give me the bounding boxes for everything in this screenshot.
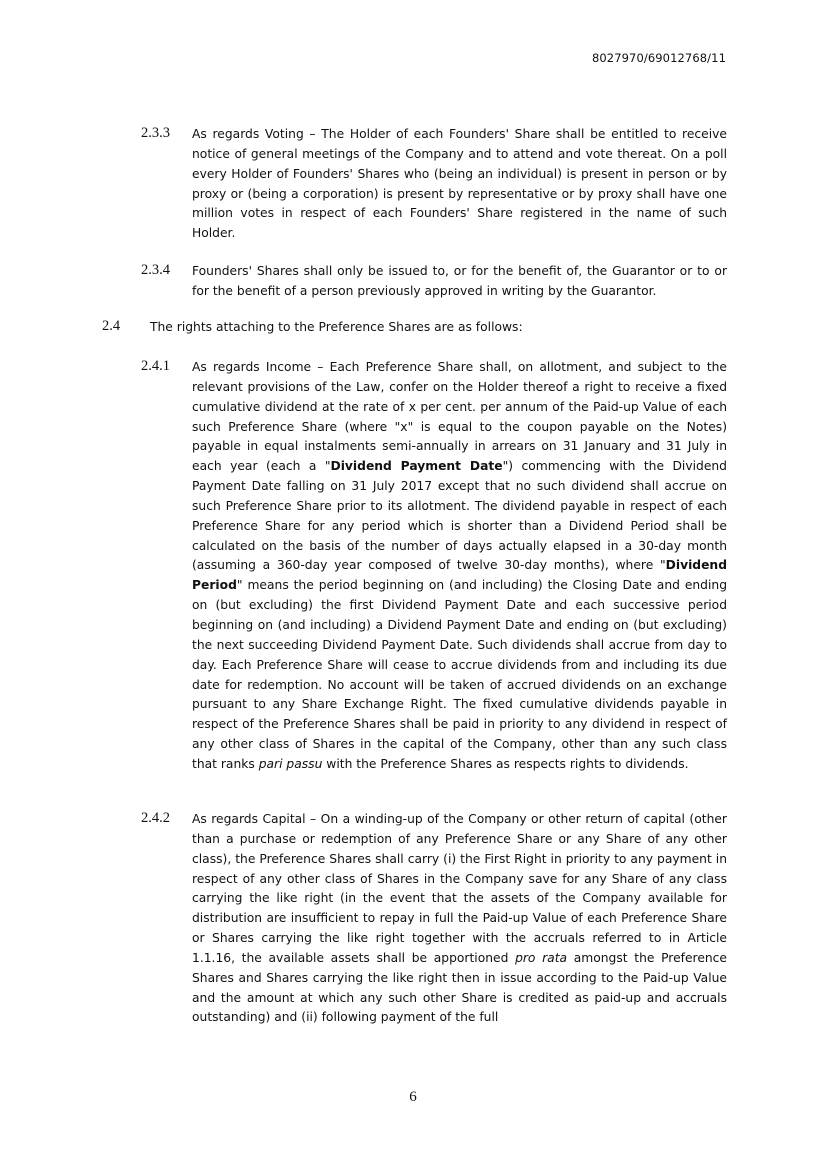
defined-term-dividend-payment-date: Dividend Payment Date [330,459,503,474]
clause-number-2-4: 2.4 [102,318,121,334]
italic-pari-passu: pari passu [258,756,323,771]
clause-2-4-1-text [192,358,727,775]
clause-2-4-1-part-4: with the Preference Shares as respects rights to dividends. [322,756,689,771]
document-reference: 8027970/69012768/11 [591,51,726,65]
clause-2-3-4-text: Founders' Shares shall only be issued to, or for the benefit of, the Guarantor or to or for the benefit of a person previously approved in writing by the Guarantor. [192,264,727,298]
clause-2-4-2-part-1: As regards Capital – On a winding-up of the Company or other return of capital (other than a purchase or redemption of any Preference Share or any Share of any other class), the Preference Shares shall carry (i) the First Right in priority to any payment in respect of any other class of Shares in the Company save for any Share of any class carrying the like right (in the event that the assets of the Company available for distribution are insufficient to repay in full the Paid-up Value of each Preference Share or Shares carrying the like right together with the accruals referred to in Article 1.1.16, the available assets shall be apportioned [192,812,727,965]
defined-term-dividend-period: Dividend Period [192,558,727,593]
clause-2-4-1-part-1: As regards Income – Each Preference Share shall, on allotment, and subject to the relevant provisions of the Law, confer on the Holder thereof a right to receive a fixed cumulative dividend at the rate of x per cent. per annum of the Paid-up Value of each such Preference Share (where "x" is equal to the coupon payable on the Notes) payable in equal instalments semi-annually in arrears on 31 January and 31 July in each year (each a " [192,360,727,474]
clause-2-3-3-text: As regards Voting – The Holder of each Founders' Share shall be entitled to receive notice of general meetings of the Company and to attend and vote thereat. On a poll every Holder of Founders' Shares who (being an individual) is present in person or by proxy or (being a corporation) is present by representative or by proxy shall have one million votes in respect of each Founders' Share registered in the name of such Holder. [192,127,727,241]
clause-number-2-3-3: 2.3.3 [141,125,170,141]
clause-2-4-2-text [192,810,727,1028]
italic-pro-rata: pro rata [515,950,568,965]
clause-2-4-1-part-3: " means the period beginning on (and including) the Closing Date and ending on (but excluding) the first Dividend Payment Date and each successive period beginning on (and including) a Dividend Payment Date and ending on (but excluding) the next succeeding Dividend Payment Date. Such dividends shall accrue from day to day. Each Preference Share will cease to accrue dividends from and including its due date for redemption. No account will be taken of accrued dividends on an exchange pursuant to any Share Exchange Right. The fixed cumulative dividends payable in respect of the Preference Shares shall be paid in priority to any dividend in respect of any other class of Shares in the capital of the Company, other than any such class that ranks [192,578,727,771]
clause-2-4-1-part-2: ") commencing with the Dividend Payment Date falling on 31 July 2017 except that no such dividend shall accrue on such Preference Share prior to its allotment. The dividend payable in respect of each Preference Share for any period which is shorter than a Dividend Period shall be calculated on the basis of the number of days actually elapsed in a 30-day month (assuming a 360-day year composed of twelve 30-day months), where " [192,459,727,573]
clause-number-2-3-4: 2.3.4 [141,262,170,278]
clause-number-2-4-1: 2.4.1 [141,358,170,374]
page-number: 6 [409,1089,417,1105]
clause-2-4-text: The rights attaching to the Preference Shares are as follows: [150,320,523,334]
clause-number-2-4-2: 2.4.2 [141,810,170,826]
clause-2-4-2-part-2: amongst the Preference Shares and Shares carrying the like right then in issue according to the Paid-up Value and the amount at which any such other Share is credited as paid-up and accruals outstanding) and (ii) following payment of the full [192,950,727,1025]
